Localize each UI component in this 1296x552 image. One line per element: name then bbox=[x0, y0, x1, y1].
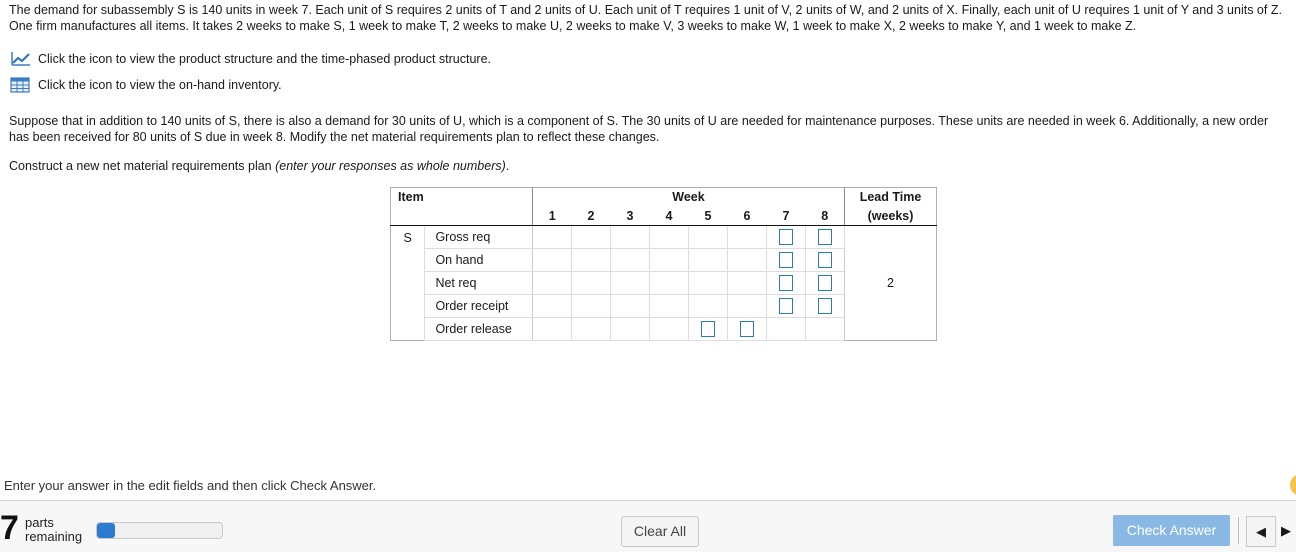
scenario-text: Suppose that in addition to 140 units of S, there is also a demand for 30 units of U, which is a component of S. The 30 units of U are needed for maintenance purposes. These units are needed in week 6. Additionally, a new order has been received for 80 units of S due in week 8. Modify the net material requirements plan to reflect these changes. bbox=[9, 114, 1269, 144]
gross-req-week8-input[interactable] bbox=[818, 229, 832, 245]
row-label: Order receipt bbox=[425, 295, 533, 318]
order-receipt-week7-input[interactable] bbox=[779, 298, 793, 314]
help-icon[interactable] bbox=[1290, 474, 1296, 496]
row-label: Order release bbox=[425, 318, 533, 341]
week-label: 1 bbox=[533, 206, 572, 226]
week-label: 5 bbox=[689, 206, 728, 226]
nav-separator bbox=[1238, 517, 1239, 544]
chart-line-icon[interactable] bbox=[10, 51, 32, 67]
row-label: Gross req bbox=[425, 226, 533, 249]
order-receipt-week8-input[interactable] bbox=[818, 298, 832, 314]
header-week: Week bbox=[672, 190, 705, 204]
progress-fill bbox=[97, 523, 115, 538]
net-req-week8-input[interactable] bbox=[818, 275, 832, 291]
inventory-link-text: Click the icon to view the on-hand inventory. bbox=[38, 78, 282, 92]
header-lead-time-unit: (weeks) bbox=[845, 206, 937, 226]
parts-count: 7 bbox=[0, 509, 19, 547]
week-label: 3 bbox=[611, 206, 650, 226]
check-answer-button[interactable]: Check Answer bbox=[1113, 515, 1230, 546]
lead-time-value: 2 bbox=[845, 226, 937, 341]
progress-bar bbox=[96, 522, 223, 539]
inventory-link-line bbox=[10, 77, 282, 93]
structure-link-text: Click the icon to view the product structure and the time-phased product structure. bbox=[38, 52, 492, 66]
header-lead-time: Lead Time bbox=[845, 188, 937, 207]
order-release-week6-input[interactable] bbox=[740, 321, 754, 337]
next-button[interactable] bbox=[1281, 516, 1296, 545]
on-hand-week8-input[interactable] bbox=[818, 252, 832, 268]
table-grid-icon[interactable] bbox=[10, 77, 32, 93]
triangle-right-icon: ▶ bbox=[1281, 523, 1291, 538]
on-hand-week7-input[interactable] bbox=[779, 252, 793, 268]
footer-message: Enter your answer in the edit fields and then click Check Answer. bbox=[4, 478, 377, 493]
problem-intro: The demand for subassembly S is 140 units in week 7. Each unit of S requires 2 units of T and 2 units of U. Each unit of T requires 1 unit of V, 2 units of W, and 2 units of X. Finally, each unit of U requires 1 unit of Y and 3 units of Z. One firm manufactures all items. It takes 2 weeks to make S, 1 week to make T, 2 weeks to make U, 2 weeks to make V, 3 weeks to make W, 1 week to make X, 2 weeks to make Y, and 1 week to make Z. bbox=[9, 3, 1282, 33]
row-label: On hand bbox=[425, 249, 533, 272]
structure-link-line bbox=[10, 51, 491, 67]
previous-button[interactable] bbox=[1246, 516, 1276, 547]
clear-all-button[interactable]: Clear All bbox=[621, 516, 699, 547]
mrp-table bbox=[390, 187, 937, 341]
week-label: 2 bbox=[572, 206, 611, 226]
instruction-text: Construct a new net material requirements plan (enter your responses as whole numbers). bbox=[9, 159, 510, 173]
week-label: 6 bbox=[728, 206, 767, 226]
net-req-week7-input[interactable] bbox=[779, 275, 793, 291]
triangle-left-icon: ◀ bbox=[1256, 524, 1266, 539]
order-release-week5-input[interactable] bbox=[701, 321, 715, 337]
header-item: Item bbox=[391, 188, 533, 226]
gross-req-week7-input[interactable] bbox=[779, 229, 793, 245]
week-label: 8 bbox=[806, 206, 845, 226]
week-label: 7 bbox=[767, 206, 806, 226]
week-label: 4 bbox=[650, 206, 689, 226]
item-label: S bbox=[391, 226, 425, 341]
parts-remaining-label: parts remaining bbox=[25, 515, 83, 544]
row-label: Net req bbox=[425, 272, 533, 295]
row-gross-req bbox=[391, 226, 937, 249]
